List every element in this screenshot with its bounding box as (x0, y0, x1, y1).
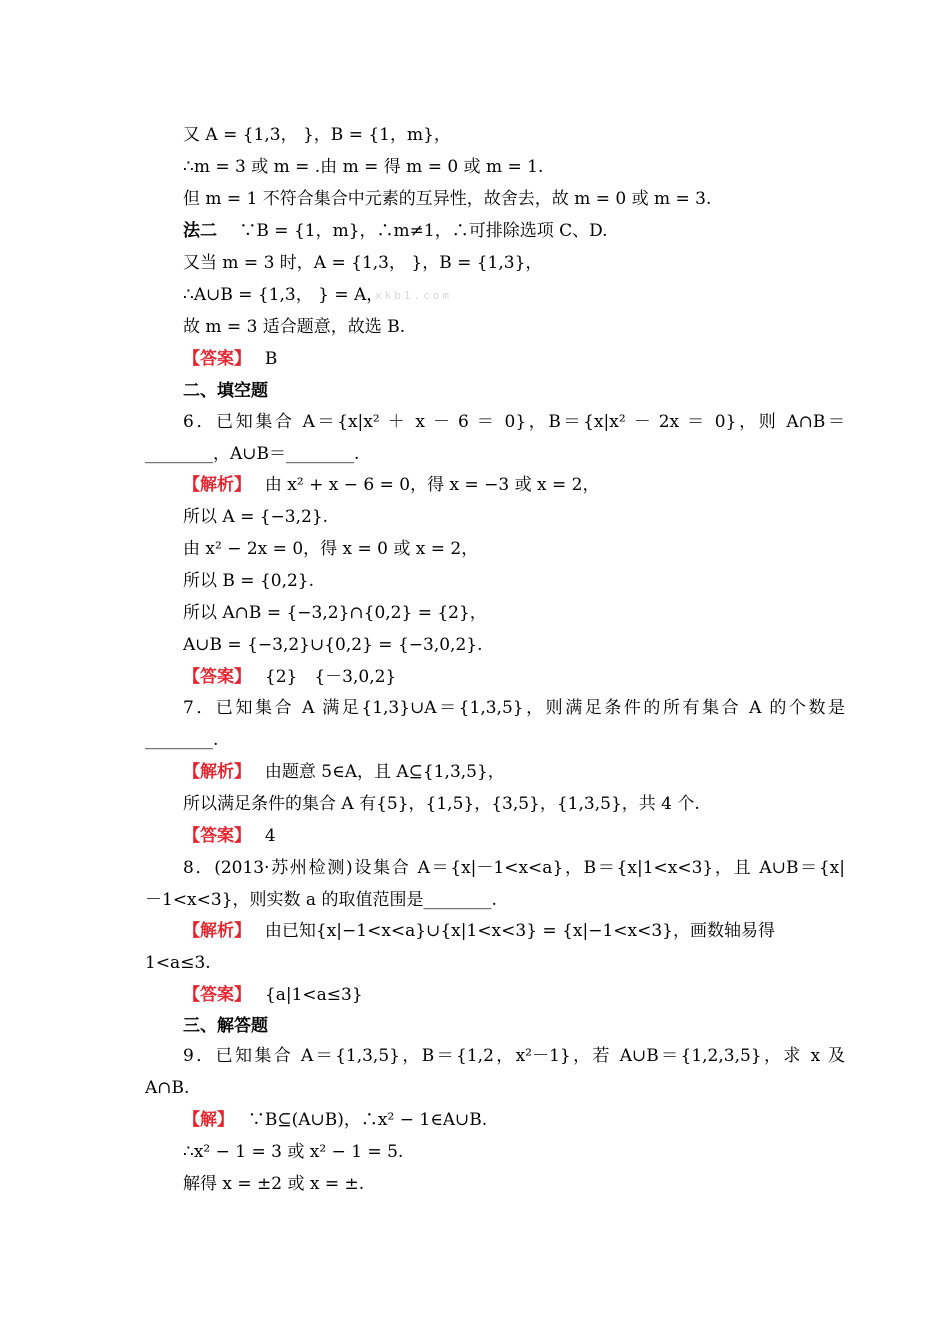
text-line: 所以满足条件的集合 A 有{5}，{1,5}，{3,5}，{1,3,5}，共 4 个. (183, 794, 700, 814)
question-line: 6．已知集合 A＝{x|x² ＋ x － 6 ＝ 0}，B＝{x|x² － 2x ＝ 0}，则 A∩B＝ (183, 412, 845, 432)
answer-label: 【答案】 (183, 985, 243, 1005)
question-line: ________. (145, 730, 219, 750)
question-line: 7．已知集合 A 满足{1,3}∪A＝{1,3,5}，则满足条件的所有集合 A 的个数是 (183, 698, 845, 718)
answer-line (183, 348, 277, 370)
text-line: ∴A∪B = {1,3， } = A， (183, 285, 384, 305)
analysis-line (183, 761, 505, 783)
answer-label: 【答案】 (183, 826, 243, 846)
text-line: 所以 B = {0,2}. (183, 571, 315, 591)
text-line: 又当 m = 3 时，A = {1,3， }，B = {1,3}， (183, 253, 543, 273)
text-line: ∵B⊆(A∪B)，∴x² − 1∈A∪B. (247, 1110, 488, 1130)
watermark: xkb1.com (375, 289, 452, 302)
text-line: 故 m = 3 适合题意，故选 B. (183, 317, 406, 337)
text-line: A∪B = {−3,2}∪{0,2} = {−3,0,2}. (183, 635, 483, 655)
question-line: 8．(2013·苏州检测)设集合 A＝{x|－1<x<a}，B＝{x|1<x<3}，且 A∪B＝{x| (183, 858, 845, 878)
section-heading: 二、填空题 (183, 381, 268, 401)
answer-label: 【答案】 (183, 667, 243, 687)
method-label: 法二 (183, 221, 217, 241)
answer-label: 【答案】 (183, 349, 243, 369)
analysis-label: 【解析】 (183, 475, 243, 495)
text-line: ∴x² − 1 = 3 或 x² − 1 = 5. (183, 1142, 404, 1162)
text-line: 所以 A∩B = {−3,2}∩{0,2} = {2}， (183, 603, 487, 623)
analysis-line (183, 474, 599, 496)
analysis-line (183, 920, 775, 942)
section-heading: 三、解答题 (183, 1016, 268, 1036)
answer-value: {2} {－3,0,2} (264, 667, 397, 687)
text-line: ∴m = 3 或 m = .由 m = 得 m = 0 或 m = 1. (183, 157, 544, 177)
text-line: 由 x² + x − 6 = 0，得 x = −3 或 x = 2， (264, 475, 600, 495)
text-line: 又 A = {1,3， }，B = {1，m}， (183, 125, 451, 145)
text-line: 解得 x = ±2 或 x = ±. (183, 1174, 365, 1194)
text-line: 由已知{x|−1<x<a}∪{x|1<x<3} = {x|−1<x<3}，画数轴易得 (264, 921, 775, 941)
answer-value: {a|1<a≤3} (264, 985, 363, 1005)
text-line: 由 x² − 2x = 0，得 x = 0 或 x = 2， (183, 539, 479, 559)
text-line: ∵B = {1，m}，∴m≠1，∴可排除选项 C、D. (239, 221, 608, 241)
solution-label: 【解】 (183, 1110, 226, 1130)
answer-line (183, 825, 276, 847)
solution-line (183, 1109, 487, 1131)
analysis-label: 【解析】 (183, 762, 243, 782)
text-line: 但 m = 1 不符合集合中元素的互异性，故舍去，故 m = 0 或 m = 3. (183, 189, 712, 209)
text-line: 由题意 5∈A，且 A⊆{1,3,5}， (264, 762, 505, 782)
text-line: 1<a≤3. (145, 953, 211, 973)
answer-value: B (264, 349, 278, 369)
answer-line (183, 984, 363, 1006)
answer-line (183, 666, 396, 688)
question-line: ________，A∪B＝________. (145, 444, 360, 464)
answer-value: 4 (264, 826, 276, 846)
method-line (183, 220, 608, 242)
question-line: A∩B. (145, 1078, 190, 1098)
text-line: 所以 A = {−3,2}. (183, 507, 329, 527)
question-line: 9．已知集合 A＝{1,3,5}，B＝{1,2，x²－1}，若 A∪B＝{1,2,3,5}，求 x 及 (183, 1046, 845, 1066)
analysis-label: 【解析】 (183, 921, 243, 941)
question-line: －1<x<3}，则实数 a 的取值范围是________. (145, 890, 497, 910)
